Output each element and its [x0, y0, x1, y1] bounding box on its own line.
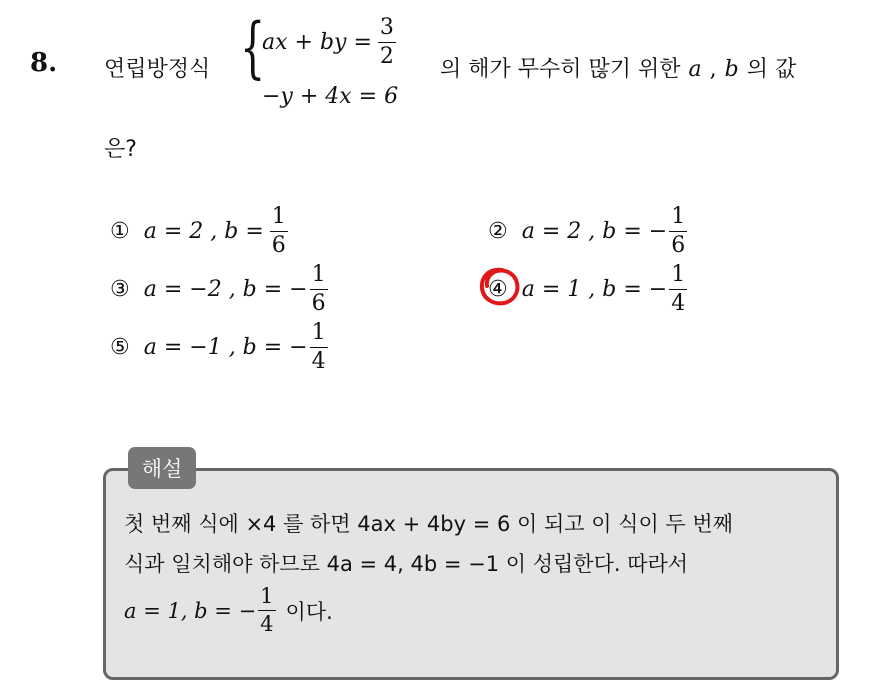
option-numerator: 1	[669, 264, 687, 290]
option-numerator: 1	[310, 264, 328, 290]
option-denominator: 4	[311, 349, 326, 374]
option-text: a = −1 , b = −	[143, 335, 308, 360]
option-text: a = 1 , b = −	[521, 277, 668, 302]
option-fraction	[310, 264, 328, 315]
solution-line-3	[124, 586, 333, 635]
option-text: a = 2 , b = −	[521, 219, 668, 244]
variable-a: a	[688, 57, 702, 82]
option-denominator: 6	[311, 291, 326, 316]
option-marker: ⑤	[110, 335, 130, 360]
variable-b: b	[724, 57, 739, 82]
question-stem-end: 의 값	[746, 57, 797, 82]
equation-1-numerator: 3	[378, 17, 396, 43]
option-denominator: 6	[671, 233, 686, 258]
option-marker: ①	[110, 219, 130, 244]
question-number: 8.	[30, 48, 58, 78]
question-stem	[440, 52, 796, 83]
option-fraction	[270, 206, 288, 257]
option-1[interactable]	[110, 206, 288, 257]
option-text: a = 2 , b =	[143, 219, 264, 244]
equation-1-denominator: 2	[379, 44, 394, 69]
solution-line-2: 식과 일치해야 하므로 4a = 4, 4b = −1 이 성립한다. 따라서	[124, 552, 689, 576]
equation-2: −y + 4x = 6	[262, 84, 399, 109]
option-marker: ④	[488, 277, 508, 302]
option-fraction	[669, 206, 687, 257]
option-marker: ③	[110, 277, 130, 302]
option-fraction	[310, 322, 328, 373]
option-2[interactable]	[488, 206, 687, 257]
option-numerator: 1	[669, 206, 687, 232]
solution-denominator: 4	[260, 612, 274, 636]
solution-line-3-end: 이다.	[285, 599, 333, 624]
solution-fraction	[258, 586, 275, 635]
option-numerator: 1	[270, 206, 288, 232]
option-fraction	[669, 264, 687, 315]
option-text: a = −2 , b = −	[143, 277, 308, 302]
equation-1	[262, 17, 396, 68]
equation-1-lhs: ax + by =	[262, 30, 372, 55]
option-3[interactable]	[110, 264, 328, 315]
question-intro: 연립방정식	[104, 57, 211, 82]
solution-line-1: 첫 번째 식에 ×4 를 하면 4ax + 4by = 6 이 되고 이 식이 두 번째	[124, 512, 733, 536]
question-line-2: 은?	[104, 137, 137, 162]
solution-numerator: 1	[258, 586, 275, 611]
option-numerator: 1	[310, 322, 328, 348]
option-denominator: 6	[271, 233, 286, 258]
option-marker: ②	[488, 219, 508, 244]
solution-label: 해설	[128, 447, 196, 489]
option-5[interactable]	[110, 322, 328, 373]
comma: ,	[709, 57, 717, 82]
system-brace: {	[240, 9, 266, 86]
question-stem-text: 의 해가 무수히 많기 위한	[440, 57, 681, 82]
selected-answer-circle-icon	[478, 266, 522, 308]
option-denominator: 4	[671, 291, 686, 316]
solution-line-3-text: a = 1, b = −	[124, 598, 257, 623]
equation-1-fraction	[378, 17, 396, 68]
